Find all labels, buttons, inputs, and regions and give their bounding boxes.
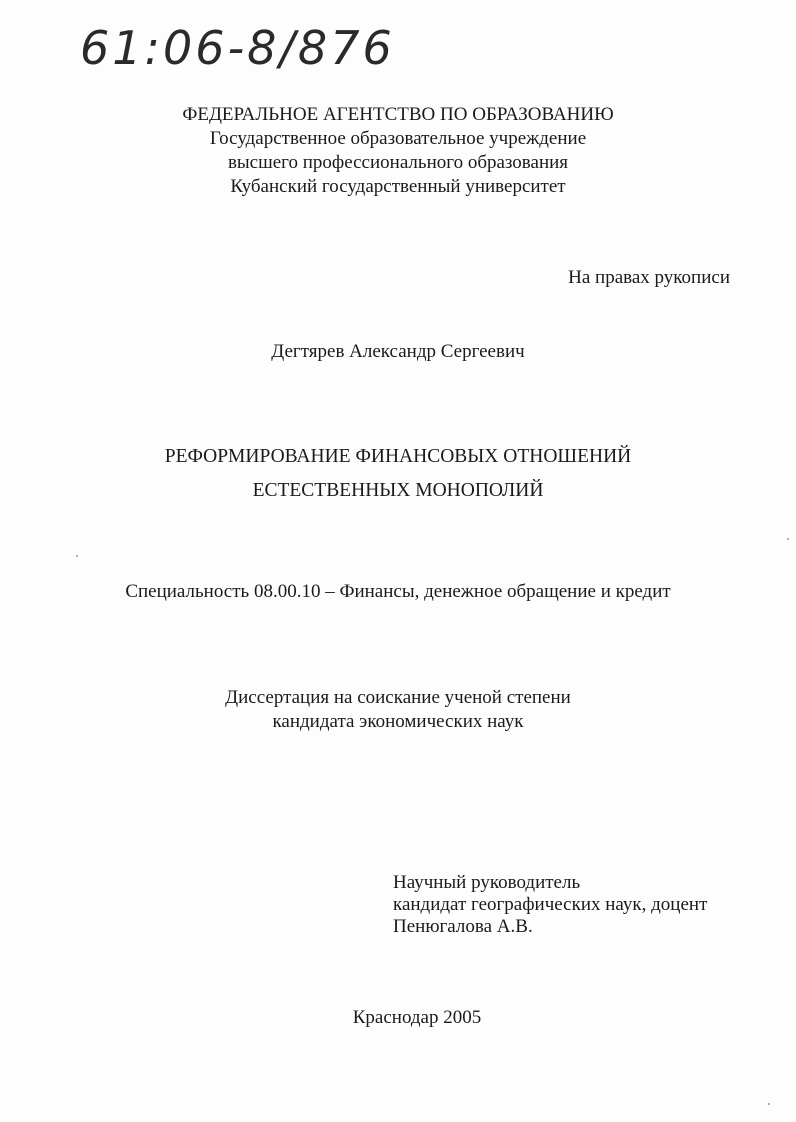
header-block [0,103,796,199]
degree-statement [0,686,796,734]
manuscript-rights-note: На правах рукописи [568,267,730,288]
institution-type: Государственное образовательное учреждение [209,128,587,149]
handwritten-catalog-number [78,8,398,88]
degree-line-1: Диссертация на соискание ученой степени [225,687,571,708]
scan-speck [787,538,789,540]
speciality-line: Специальность 08.00.10 – Финансы, денежное обращение и кредит [125,581,671,602]
supervisor-block [393,872,707,938]
supervisor-role: Научный руководитель [393,872,581,893]
supervisor-name: Пенюгалова А.В. [393,916,533,937]
supervisor-degree: кандидат географических наук, доцент [393,894,708,915]
dissertation-title [0,440,796,508]
title-line-2: ЕСТЕСТВЕННЫХ МОНОПОЛИЙ [252,480,544,501]
university-name: Кубанский государственный университет [230,176,566,197]
education-level: высшего профессионального образования [227,152,569,173]
agency-name: ФЕДЕРАЛЬНОЕ АГЕНТСТВО ПО ОБРАЗОВАНИЮ [182,104,614,125]
author-name: Дегтярев Александр Сергеевич [271,341,525,362]
scan-speck [76,555,78,557]
degree-line-2: кандидата экономических наук [272,711,524,732]
title-line-1: РЕФОРМИРОВАНИЕ ФИНАНСОВЫХ ОТНОШЕНИЙ [164,446,632,467]
scan-speck [768,1103,770,1105]
catalog-number-text: 61:06-8/876 [80,21,395,75]
city-year: Краснодар 2005 [352,1007,482,1028]
